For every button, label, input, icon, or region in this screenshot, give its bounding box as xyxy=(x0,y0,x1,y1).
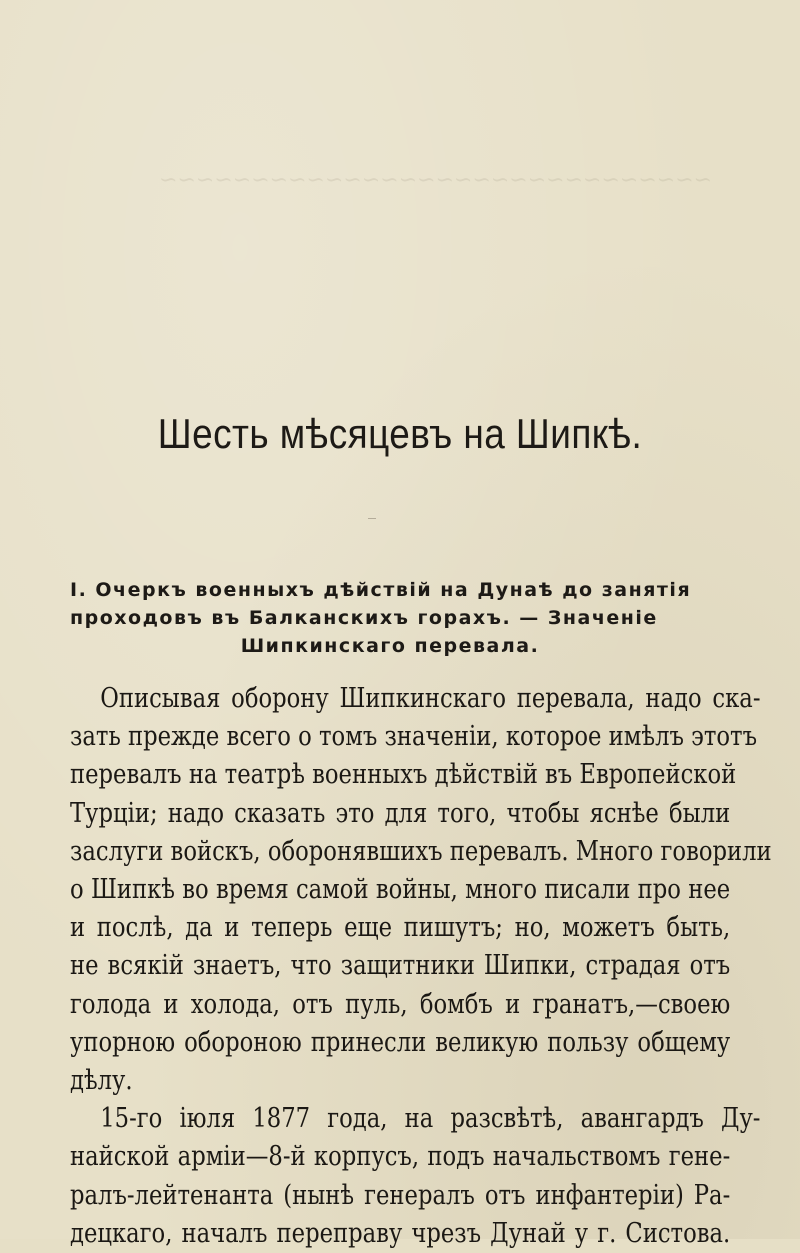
title-divider xyxy=(368,518,376,519)
chapter-heading xyxy=(70,576,710,660)
text-line: не всякій знаетъ, что защитники Шипки, страдая отъ xyxy=(70,950,731,982)
text-line: зать прежде всего о томъ значеніи, которое имѣлъ этотъ xyxy=(70,721,758,753)
bleed-through-text: ~~~~~~~~~~~~~~~~~~~~~~~~~~~~~~ xyxy=(159,168,713,193)
heading-line-1: I. Очеркъ военныхъ дѣйствій на Дунаѣ до занятія xyxy=(70,579,692,601)
text-line: перевалъ на театрѣ военныхъ дѣйствій въ Европейской xyxy=(70,759,737,791)
text-line: упорною обороною принесли великую пользу общему xyxy=(70,1026,731,1058)
text-line: Турціи; надо сказать это для того, чтобы яснѣе были xyxy=(70,797,731,829)
text-line: голода и холода, отъ пуль, бомбъ и гранатъ,—своею xyxy=(70,988,731,1020)
text-line: децкаго, началъ переправу чрезъ Дунай у г. Систова. xyxy=(70,1217,731,1249)
heading-line-3: Шипкинскаго перевала. xyxy=(240,635,540,657)
heading-line-2: проходовъ въ Балканскихъ горахъ. — Значеніе xyxy=(70,607,658,629)
text-line: дѣлу. xyxy=(70,1065,133,1097)
body-text xyxy=(70,680,772,1253)
page-title: Шесть мѣсяцевъ на Шипкѣ. xyxy=(157,410,643,457)
text-line: ралъ-лейтенанта (нынѣ генералъ отъ инфантеріи) Ра- xyxy=(70,1179,731,1211)
text-line: о Шипкѣ во время самой войны, много писали про нее xyxy=(70,874,731,906)
text-line: и послѣ, да и теперь еще пишутъ; но, можетъ быть, xyxy=(70,912,731,944)
text-line: 15-го іюля 1877 года, на разсвѣтѣ, авангардъ Ду- xyxy=(100,1103,761,1135)
text-line: заслуги войскъ, оборонявшихъ перевалъ. Много говорили xyxy=(70,835,772,867)
text-line: Описывая оборону Шипкинскаго перевала, надо ска- xyxy=(100,683,761,714)
text-line: найской арміи—8-й корпусъ, подъ начальствомъ гене- xyxy=(70,1141,731,1173)
